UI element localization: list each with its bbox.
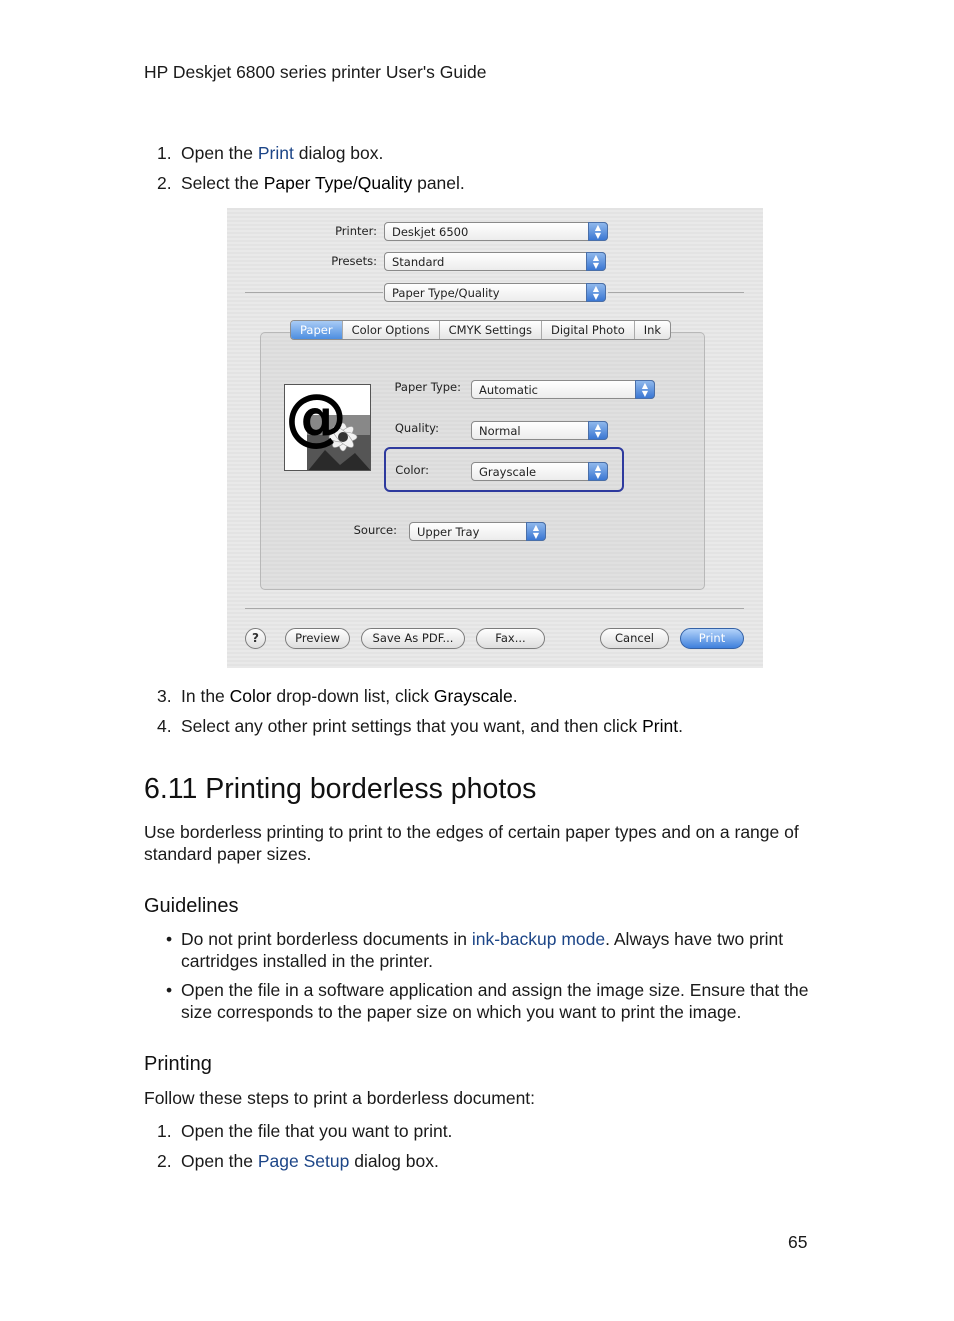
- popup-arrows-icon: ▲ ▼: [635, 380, 655, 399]
- separator: [245, 608, 744, 609]
- color-term: Color: [229, 686, 272, 706]
- step-text: Open the: [181, 1151, 258, 1171]
- page-header: HP Deskjet 6800 series printer User's Guide: [144, 62, 487, 82]
- print-term: Print: [642, 716, 679, 736]
- printer-value: Deskjet 6500: [392, 225, 469, 239]
- presets-value: Standard: [392, 255, 445, 269]
- step-number: 1.: [157, 143, 172, 163]
- step-text: Select any other print settings that you want, and then click: [181, 716, 643, 736]
- printing-intro: Follow these steps to print a borderless document:: [144, 1088, 536, 1108]
- popup-arrows-icon: ▲ ▼: [588, 421, 608, 440]
- popup-arrows-icon: ▲ ▼: [588, 462, 608, 481]
- step-text: panel.: [412, 173, 465, 193]
- source-popup[interactable]: [409, 522, 546, 541]
- fax-button[interactable]: Fax...: [476, 628, 545, 649]
- separator: [608, 292, 744, 293]
- step-text: dialog box.: [349, 1151, 439, 1171]
- source-label: Source:: [353, 523, 397, 537]
- bullet-icon: •: [166, 929, 173, 949]
- step-text: Open the: [181, 143, 258, 163]
- grayscale-term: Grayscale: [433, 686, 513, 706]
- print-dialog-screenshot: [227, 208, 763, 668]
- quality-value: Normal: [479, 424, 521, 438]
- color-label: Color:: [395, 463, 429, 477]
- print-link[interactable]: Print: [257, 143, 294, 163]
- color-popup[interactable]: [471, 462, 608, 481]
- page-setup-link[interactable]: Page Setup: [257, 1151, 350, 1171]
- tab-cmyk-settings[interactable]: CMYK Settings: [440, 321, 542, 339]
- step-text: .: [678, 716, 683, 736]
- color-value: Grayscale: [479, 465, 537, 479]
- popup-arrows-icon: ▲ ▼: [586, 252, 606, 271]
- popup-arrows-icon: ▲ ▼: [526, 522, 546, 541]
- presets-label: Presets:: [331, 254, 377, 268]
- paper-preview-image: [284, 384, 371, 471]
- step-number: 3.: [157, 686, 172, 706]
- tab-bar: [290, 320, 671, 340]
- step-text: drop-down list, click: [271, 686, 434, 706]
- help-button[interactable]: ?: [245, 628, 266, 649]
- ink-backup-mode-link[interactable]: ink-backup mode: [471, 929, 606, 949]
- step-number: 2.: [157, 173, 172, 193]
- step-text: Select the: [181, 173, 264, 193]
- quality-popup[interactable]: [471, 421, 608, 440]
- tab-color-options[interactable]: Color Options: [343, 321, 440, 339]
- section-intro: Use borderless printing to print to the edges of certain paper types and on a range of standard paper sizes.: [144, 822, 799, 864]
- popup-arrows-icon: ▲ ▼: [588, 222, 608, 241]
- print-button[interactable]: Print: [680, 628, 744, 649]
- tab-paper[interactable]: Paper: [291, 321, 343, 339]
- step-text: Open the file that you want to print.: [181, 1121, 453, 1141]
- presets-popup[interactable]: [384, 252, 606, 271]
- step-text: In the: [181, 686, 230, 706]
- panel-value: Paper Type/Quality: [392, 286, 500, 300]
- step-number: 2.: [157, 1151, 172, 1171]
- section-title: 6.11 Printing borderless photos: [144, 773, 537, 805]
- bullet-text: Open the file in a software application and assign the image size. Ensure that the size corresponds to the paper size on which you want to print the image.: [181, 980, 809, 1022]
- step-text: dialog box.: [293, 143, 384, 163]
- paper-type-popup[interactable]: [471, 380, 655, 399]
- page-number: 65: [788, 1232, 808, 1252]
- bullet-text: . Always have two print cartridges installed in the printer.: [181, 929, 784, 971]
- bullet-text: Do not print borderless documents in: [181, 929, 472, 949]
- tab-ink[interactable]: Ink: [643, 323, 662, 337]
- step-number: 1.: [157, 1121, 172, 1141]
- preview-button[interactable]: Preview: [285, 628, 350, 649]
- popup-arrows-icon: ▲ ▼: [586, 283, 606, 302]
- paper-type-value: Automatic: [479, 383, 538, 397]
- at-sign-glyph: @: [285, 384, 347, 453]
- printer-popup[interactable]: [384, 222, 608, 241]
- step-number: 4.: [157, 716, 172, 736]
- quality-label: Quality:: [394, 421, 439, 435]
- source-value: Upper Tray: [417, 525, 480, 539]
- step-text: .: [512, 686, 518, 706]
- printer-label: Printer:: [335, 224, 377, 238]
- panel-popup[interactable]: [384, 283, 606, 302]
- paper-type-label: Paper Type:: [394, 380, 461, 394]
- guidelines-heading: Guidelines: [144, 895, 239, 917]
- bullet-icon: •: [166, 980, 173, 1000]
- save-as-pdf-button[interactable]: Save As PDF...: [361, 628, 465, 649]
- printing-heading: Printing: [144, 1053, 212, 1075]
- separator: [245, 292, 383, 293]
- panel-name: Paper Type/Quality: [263, 173, 413, 193]
- cancel-button[interactable]: Cancel: [600, 628, 669, 649]
- tab-digital-photo[interactable]: Digital Photo: [542, 321, 635, 339]
